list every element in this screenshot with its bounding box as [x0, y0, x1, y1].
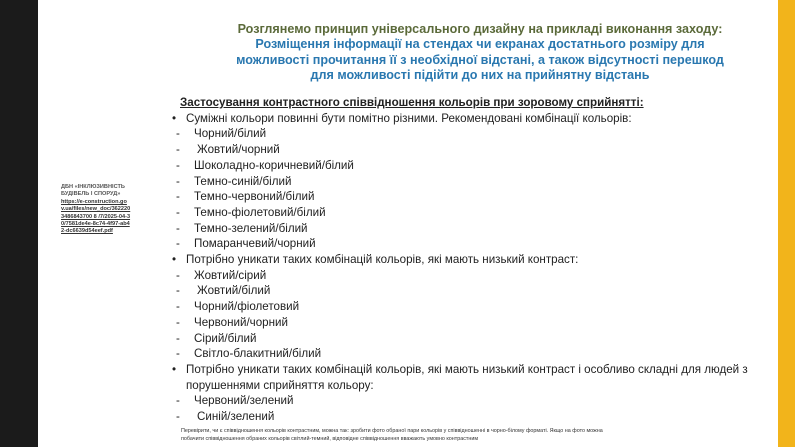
bullet-dot-icon: • — [172, 253, 177, 267]
dash-icon: - — [176, 237, 180, 251]
list-item-text: Темно-синій/білий — [194, 174, 292, 188]
list-item-text: Темно-фіолетовий/білий — [194, 205, 326, 219]
bullet-dot-icon: • — [172, 111, 177, 125]
dash-icon: - — [176, 284, 180, 298]
list-item-text: Темно-зелений/білий — [194, 221, 308, 235]
footnote-line-2: побачити співвідношення обраних кольорів світлий-темний, відповідне співвідношення вважають умовно контрастним — [181, 435, 479, 442]
list-item-text: Шоколадно-коричневий/білий — [194, 158, 354, 172]
list-item-text: Сірий/білий — [194, 331, 257, 345]
list-item-text: Жовтий/сірий — [194, 268, 267, 282]
bullet-recommended — [172, 111, 792, 127]
footnote-line-1: Перевірити, чи є співвідношення кольорів контрастним, можна так: зробити фото обраної пари кольорів у співвідношенні в чорно-білому форматі. Якщо на фото можна — [181, 428, 603, 434]
bullet-color-blind — [172, 362, 792, 378]
dash-icon: - — [176, 127, 180, 141]
list-item-text: Червоний/зелений — [194, 394, 294, 408]
list-item — [172, 346, 792, 362]
list-item — [172, 158, 792, 174]
dash-icon: - — [176, 221, 180, 235]
list-item — [172, 189, 792, 205]
list-item-text: Світло-блакитний/білий — [194, 347, 322, 361]
source-reference — [61, 184, 131, 236]
list-item — [172, 268, 792, 284]
list-item — [172, 315, 792, 331]
dash-icon: - — [176, 394, 180, 408]
heading-line-4: для можливості підійти до них на прийнятну відстань — [310, 68, 650, 83]
list-item — [172, 409, 792, 425]
heading-line-3: можливості прочитання її з необхідної відстані, а також відсутності перешкод — [236, 52, 724, 67]
list-item — [172, 299, 792, 315]
list-item-text: Синій/зелений — [197, 410, 275, 424]
bullet-text-continued: порушеннями сприйняття кольору: — [186, 378, 374, 392]
dash-icon: - — [176, 205, 180, 219]
section-title: Застосування контрастного співвідношення кольорів при зоровому сприйнятті: — [180, 96, 644, 109]
dash-icon: - — [176, 143, 180, 157]
dash-icon: - — [176, 158, 180, 172]
list-item — [172, 393, 792, 409]
bullet-text: Потрібно уникати таких комбінацій кольорів, які мають низький контраст: — [186, 253, 579, 267]
dash-icon: - — [176, 174, 180, 188]
list-item — [172, 205, 792, 221]
dash-icon: - — [176, 347, 180, 361]
list-item — [172, 283, 792, 299]
list-item — [172, 142, 792, 158]
list-item-text: Червоний/чорний — [194, 315, 288, 329]
list-item-text: Чорний/фіолетовий — [194, 300, 300, 314]
dash-icon: - — [176, 268, 180, 282]
dash-icon: - — [176, 190, 180, 204]
source-title: ДБН «ІНКЛЮЗИВНІСТЬ БУДІВЕЛЬ І СПОРУД» — [61, 184, 125, 198]
footnote — [181, 428, 781, 444]
list-item-text: Чорний/білий — [194, 127, 267, 141]
source-link[interactable]: https://e-construction.gov.ua/files/new_doc/3622203486843700 8 /7/2025-04-30/7581de4e-8c74-4f97-ab42-dc6639d54eef.pdf — [61, 198, 131, 235]
dash-icon: - — [176, 315, 180, 329]
list-item — [172, 331, 792, 347]
slide-heading — [200, 22, 760, 84]
heading-line-1: Розглянемо принцип універсального дизайну на прикладі виконання заходу: — [237, 22, 723, 36]
bullet-text: Суміжні кольори повинні бути помітно різними. Рекомендовані комбінації кольорів: — [186, 111, 632, 125]
dash-icon: - — [176, 331, 180, 345]
list-item-text: Жовтий/білий — [197, 284, 271, 298]
bullet-dot-icon: • — [172, 362, 177, 376]
list-item — [172, 174, 792, 190]
bullet-low-contrast — [172, 252, 792, 268]
list-item-text: Жовтий/чорний — [197, 143, 280, 157]
bullet-text: Потрібно уникати таких комбінацій кольорів, які мають низький контраст і особливо складні для людей з — [186, 362, 748, 376]
dash-icon: - — [176, 410, 180, 424]
list-item — [172, 236, 792, 252]
list-item — [172, 221, 792, 237]
list-item — [172, 126, 792, 142]
heading-line-2: Розміщення інформації на стендах чи екранах достатнього розміру для — [255, 37, 705, 52]
left-dark-bar — [0, 0, 38, 447]
list-item-text: Помаранчевий/чорний — [194, 237, 316, 251]
slide-content — [172, 95, 792, 425]
list-item-text: Темно-червоний/білий — [194, 190, 315, 204]
dash-icon: - — [176, 300, 180, 314]
